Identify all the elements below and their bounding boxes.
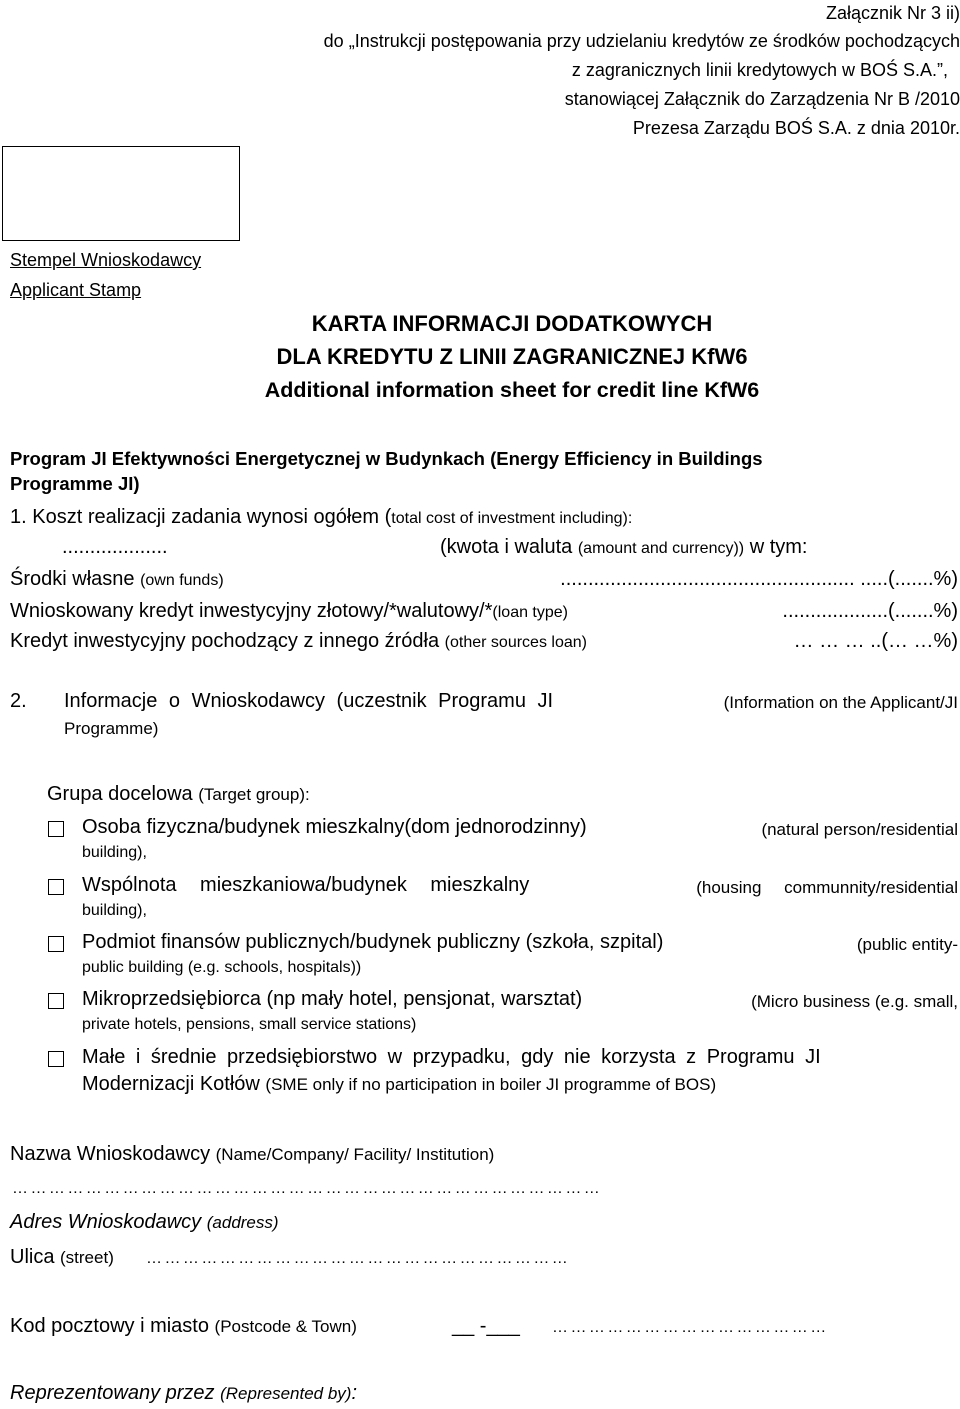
annex-reference-line: z zagranicznych linii kredytowych w BOŚ S.A.”, xyxy=(571,60,948,80)
annex-number: Załącznik Nr 3 ii) xyxy=(825,3,960,23)
section-1-heading xyxy=(10,506,632,529)
section-2-heading-pl: Informacje o Wnioskodawcy (uczestnik Programu JI xyxy=(64,690,554,712)
option-5-checkbox[interactable] xyxy=(48,1051,64,1067)
own-funds-field[interactable]: ..................................................... .....(.......%) xyxy=(560,568,958,590)
loan-field[interactable]: ...................(.......%) xyxy=(782,600,958,622)
section-2-heading-en: (Information on the Applicant/JI xyxy=(723,693,958,712)
applicant-name-field[interactable]: … … … … … … … … … … … … … … … … … … … … … … … … … … … … … … … … xyxy=(12,1180,599,1197)
own-funds-row xyxy=(10,568,958,591)
own-funds-label: Środki własne (own funds) xyxy=(10,568,224,590)
applicant-name-label: Nazwa Wnioskodawcy (Name/Company/ Facility/ Institution) xyxy=(10,1143,495,1165)
other-loan-row xyxy=(10,630,958,653)
postcode-field[interactable]: __ -___ xyxy=(452,1315,520,1337)
other-loan-field[interactable]: … … … ..(… …%) xyxy=(793,630,958,652)
street-field[interactable]: … … … … … … … … … … … … … … … … … … … … … … … xyxy=(146,1250,567,1267)
stamp-label-pl: Stempel Wnioskodawcy xyxy=(10,250,202,270)
section-2-heading xyxy=(64,690,958,713)
section-1-heading-en: total cost of investment including): xyxy=(391,510,633,527)
amount-field[interactable] xyxy=(62,536,168,559)
stamp-label-en: Applicant Stamp xyxy=(10,280,142,300)
section-2-heading-en-cont: Programme) xyxy=(64,719,159,738)
option-3: Podmiot finansów publicznych/budynek publiczny (szkoła, szpital) (public entity- public building (e.g. schools, hospitals)) xyxy=(82,931,958,976)
address-label: Adres Wnioskodawcy (address) xyxy=(10,1211,279,1233)
option-5: Małe i średnie przedsiębiorstwo w przypadku, gdy nie korzysta z Programu JI Modernizacji Kotłów (SME only if no participation in boiler JI programme of BOS) xyxy=(82,1046,821,1095)
loan-row xyxy=(10,600,958,623)
target-group-label: Grupa docelowa (Target group): xyxy=(47,783,310,805)
option-4: Mikroprzedsiębiorca (np mały hotel, pensjonat, warsztat) (Micro business (e.g. small, private hotels, pensions, small service stations) xyxy=(82,988,958,1033)
amount-label: (kwota i waluta (amount and currency)) w tym: xyxy=(440,536,808,558)
option-2-checkbox[interactable] xyxy=(48,879,64,895)
postcode-label: Kod pocztowy i miasto (Postcode & Town) xyxy=(10,1315,357,1337)
annex-reference-line: stanowiącej Załącznik do Zarządzenia Nr B /2010 xyxy=(564,89,960,109)
annex-reference-line: do „Instrukcji postępowania przy udzielaniu kredytów ze środków pochodzących xyxy=(323,31,960,51)
form-title-en: Additional information sheet for credit line KfW6 xyxy=(264,378,760,402)
represented-by-label: Reprezentowany przez (Represented by): xyxy=(10,1382,358,1404)
section-1-heading-pl: 1. Koszt realizacji zadania wynosi ogółem ( xyxy=(10,506,392,528)
option-1: Osoba fizyczna/budynek mieszkalny(dom jednorodzinny) (natural person/residential building), xyxy=(82,816,958,861)
applicant-stamp-box xyxy=(2,146,240,241)
option-2: Wspólnota mieszkaniowa/budynek mieszkalny (housing communnity/residential building), xyxy=(82,874,958,919)
option-1-checkbox[interactable] xyxy=(48,821,64,837)
form-title-line2: DLA KREDYTU Z LINII ZAGRANICZNEJ KfW6 xyxy=(276,344,748,369)
section-2-number: 2. xyxy=(10,690,27,712)
town-field[interactable]: … … … … … … … … … … … … … … … xyxy=(552,1319,826,1336)
option-3-checkbox[interactable] xyxy=(48,936,64,952)
form-title: KARTA INFORMACJI DODATKOWYCH xyxy=(311,311,713,336)
other-loan-label: Kredyt inwestycyjny pochodzący z innego źródła (other sources loan) xyxy=(10,630,587,652)
program-name-line2: Programme JI) xyxy=(10,473,140,494)
street-label: Ulica (street) xyxy=(10,1246,114,1268)
option-4-checkbox[interactable] xyxy=(48,993,64,1009)
loan-label: Wnioskowany kredyt inwestycyjny złotowy/*walutowy/*(loan type) xyxy=(10,600,568,622)
amount-fill: ................... xyxy=(62,536,168,558)
program-name: Program JI Efektywności Energetycznej w Budynkach (Energy Efficiency in Buildings xyxy=(10,448,763,469)
annex-reference-line: Prezesa Zarządu BOŚ S.A. z dnia 2010r. xyxy=(632,118,960,138)
